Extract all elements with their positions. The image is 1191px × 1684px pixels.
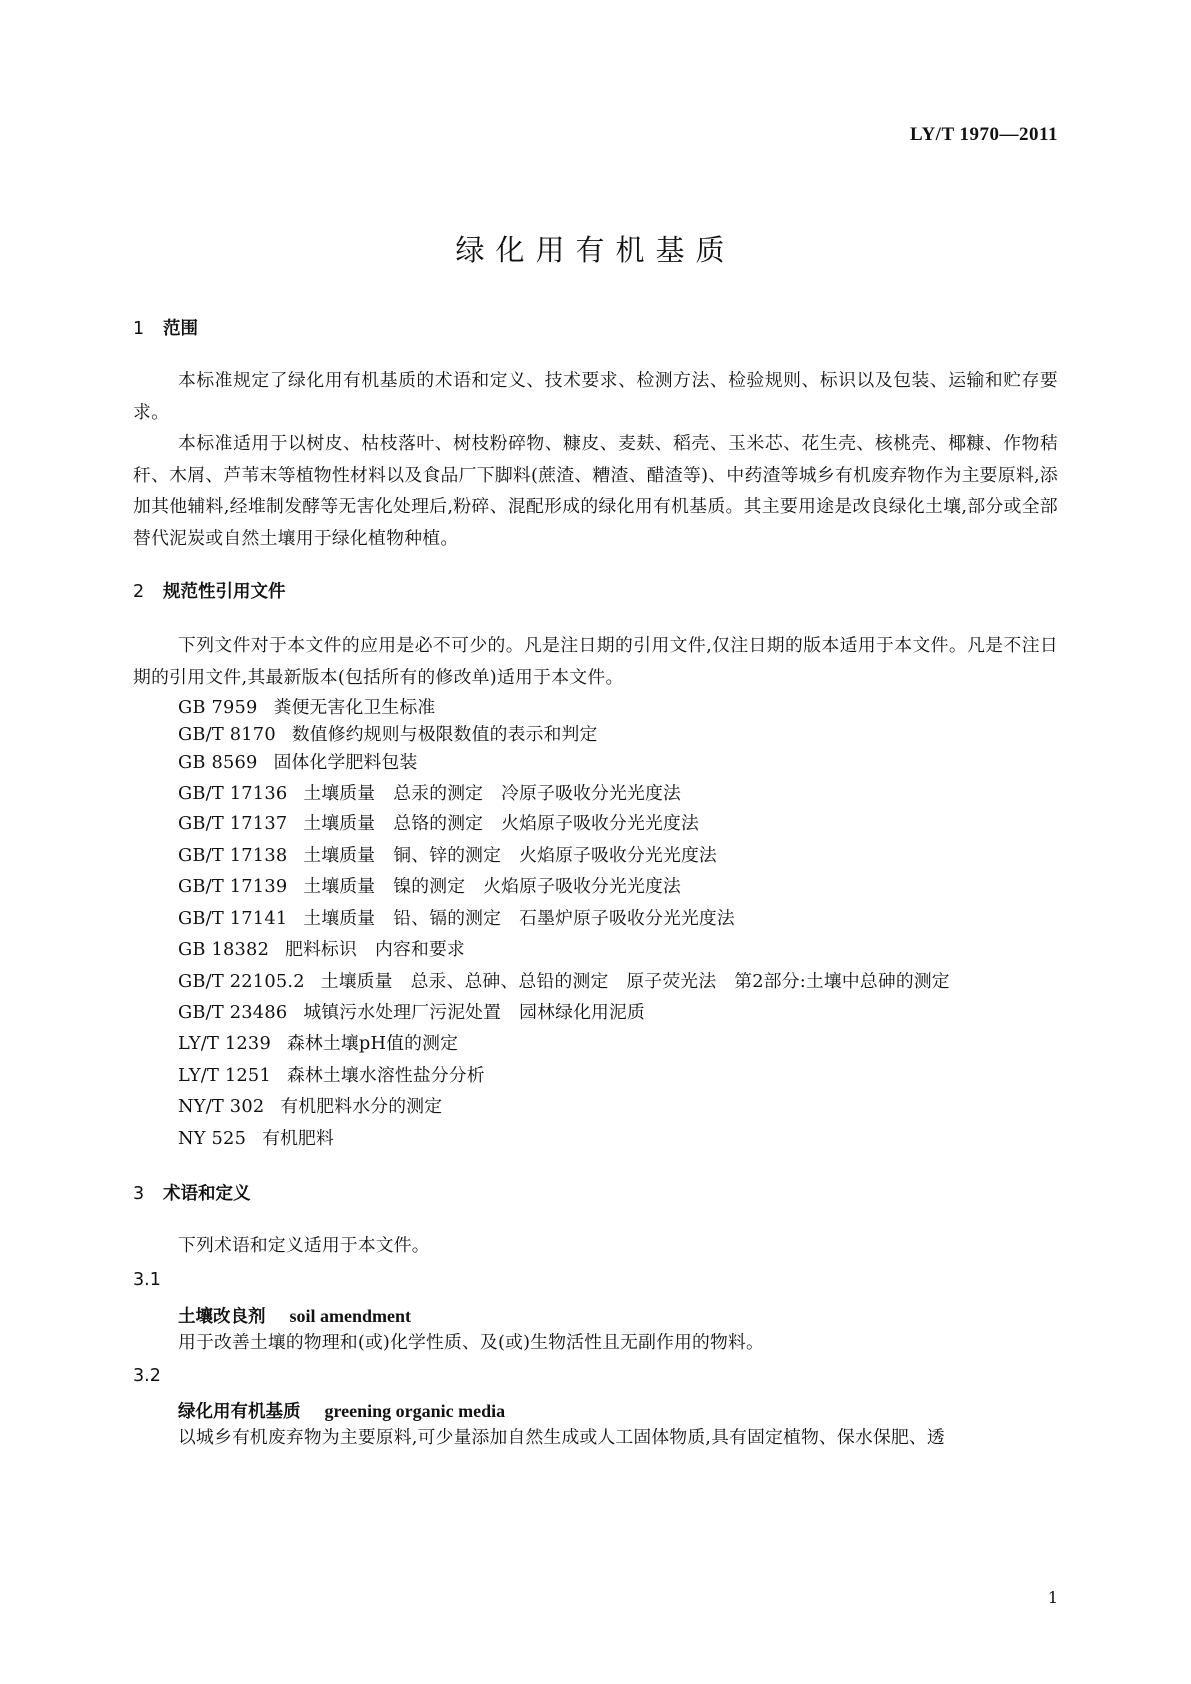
term-english: soil amendment bbox=[289, 1306, 411, 1326]
reference-code: LY/T 1251 bbox=[178, 1065, 271, 1086]
reference-title: 土壤质量 铅、镉的测定 石墨炉原子吸收分光光度法 bbox=[303, 908, 735, 929]
reference-item bbox=[178, 871, 681, 903]
reference-code: GB 7959 bbox=[178, 697, 258, 718]
reference-item bbox=[178, 808, 699, 840]
reference-item bbox=[178, 747, 417, 779]
reference-title: 数值修约规则与极限数值的表示和判定 bbox=[291, 724, 598, 745]
reference-item bbox=[178, 934, 465, 966]
term-definition: 用于改善土壤的物理和(或)化学性质、及(或)生物活性且无副作用的物料。 bbox=[178, 1332, 764, 1353]
reference-title: 有机肥料水分的测定 bbox=[280, 1096, 443, 1117]
reference-title: 有机肥料 bbox=[262, 1128, 335, 1149]
reference-code: GB/T 17136 bbox=[178, 783, 288, 804]
reference-code: GB/T 23486 bbox=[178, 1002, 288, 1023]
section-2-heading bbox=[133, 578, 286, 603]
section-2-title: 规范性引用文件 bbox=[163, 582, 286, 602]
reference-title: 粪便无害化卫生标准 bbox=[273, 697, 436, 718]
reference-title: 土壤质量 总铬的测定 火焰原子吸收分光光度法 bbox=[303, 813, 699, 834]
reference-title: 土壤质量 总汞、总砷、总铅的测定 原子荧光法 第2部分:土壤中总砷的测定 bbox=[320, 971, 950, 992]
reference-title: 固体化学肥料包装 bbox=[273, 752, 418, 773]
term-number: 3.2 bbox=[133, 1366, 161, 1386]
section-1-paragraph-1: 本标准规定了绿化用有机基质的术语和定义、技术要求、检测方法、检验规则、标识以及包装、运输和贮存要求。 bbox=[133, 370, 1058, 423]
term-english: greening organic media bbox=[324, 1401, 506, 1421]
reference-code: NY 525 bbox=[178, 1128, 247, 1149]
standard-code: LY/T 1970—2011 bbox=[910, 124, 1058, 145]
reference-item bbox=[178, 1123, 334, 1155]
section-1-heading bbox=[133, 315, 198, 340]
reference-item bbox=[178, 1028, 458, 1060]
term-chinese: 土壤改良剂 bbox=[178, 1307, 266, 1327]
reference-code: GB/T 17141 bbox=[178, 908, 288, 929]
reference-item bbox=[178, 1060, 485, 1092]
section-3-number: 3 bbox=[133, 1184, 145, 1204]
reference-title: 城镇污水处理厂污泥处置 园林绿化用泥质 bbox=[303, 1002, 645, 1023]
reference-code: LY/T 1239 bbox=[178, 1033, 271, 1054]
reference-title: 森林土壤水溶性盐分分析 bbox=[286, 1065, 485, 1086]
term-chinese: 绿化用有机基质 bbox=[178, 1402, 301, 1422]
reference-code: GB 18382 bbox=[178, 939, 270, 960]
section-1-title: 范围 bbox=[163, 319, 198, 339]
section-1-paragraph-2: 本标准适用于以树皮、枯枝落叶、树枝粉碎物、糠皮、麦麸、稻壳、玉米芯、花生壳、核桃壳、椰糠、作物秸秆、木屑、芦苇末等植物性材料以及食品厂下脚料(蔗渣、糟渣、醋渣等)、中药渣等城乡有机废弃物作为主要原料,添加其他辅料,经堆制发酵等无害化处理后,粉碎、混配形成的绿化用有机基质。其主要用途是改良绿化土壤,部分或全部替代泥炭或自然土壤用于绿化植物种植。 bbox=[133, 433, 1058, 549]
term-number: 3.1 bbox=[133, 1270, 161, 1290]
reference-code: GB 8569 bbox=[178, 752, 258, 773]
reference-title: 土壤质量 总汞的测定 冷原子吸收分光光度法 bbox=[303, 783, 681, 804]
section-1-number: 1 bbox=[133, 319, 145, 339]
reference-code: GB/T 17138 bbox=[178, 845, 288, 866]
reference-item bbox=[178, 840, 717, 872]
reference-title: 土壤质量 铜、锌的测定 火焰原子吸收分光光度法 bbox=[303, 845, 717, 866]
reference-title: 肥料标识 内容和要求 bbox=[285, 939, 465, 960]
section-3-title: 术语和定义 bbox=[163, 1184, 251, 1204]
section-2-intro: 下列文件对于本文件的应用是必不可少的。凡是注日期的引用文件,仅注日期的版本适用于本文件。凡是不注日期的引用文件,其最新版本(包括所有的修改单)适用于本文件。 bbox=[133, 635, 1058, 688]
reference-code: GB/T 8170 bbox=[178, 724, 276, 745]
reference-item bbox=[178, 1091, 442, 1123]
reference-item bbox=[178, 778, 681, 810]
section-3-heading bbox=[133, 1180, 251, 1205]
reference-code: GB/T 17137 bbox=[178, 813, 288, 834]
section-3-intro: 下列术语和定义适用于本文件。 bbox=[178, 1235, 430, 1256]
reference-title: 森林土壤pH值的测定 bbox=[286, 1033, 459, 1054]
reference-item bbox=[178, 997, 645, 1029]
reference-code: GB/T 22105.2 bbox=[178, 971, 305, 992]
reference-item bbox=[178, 903, 735, 935]
page-number: 1 bbox=[1047, 1588, 1058, 1607]
section-2-number: 2 bbox=[133, 582, 145, 602]
document-title: 绿化用有机基质 bbox=[455, 233, 736, 267]
term-definition: 以城乡有机废弃物为主要原料,可少量添加自然生成或人工固体物质,具有固定植物、保水保肥、透 bbox=[178, 1427, 945, 1448]
reference-title: 土壤质量 镍的测定 火焰原子吸收分光光度法 bbox=[303, 876, 681, 897]
reference-item bbox=[178, 719, 598, 751]
reference-item bbox=[178, 966, 950, 998]
reference-code: NY/T 302 bbox=[178, 1096, 265, 1117]
term-heading bbox=[178, 1303, 411, 1328]
term-heading bbox=[178, 1398, 505, 1423]
reference-code: GB/T 17139 bbox=[178, 876, 288, 897]
